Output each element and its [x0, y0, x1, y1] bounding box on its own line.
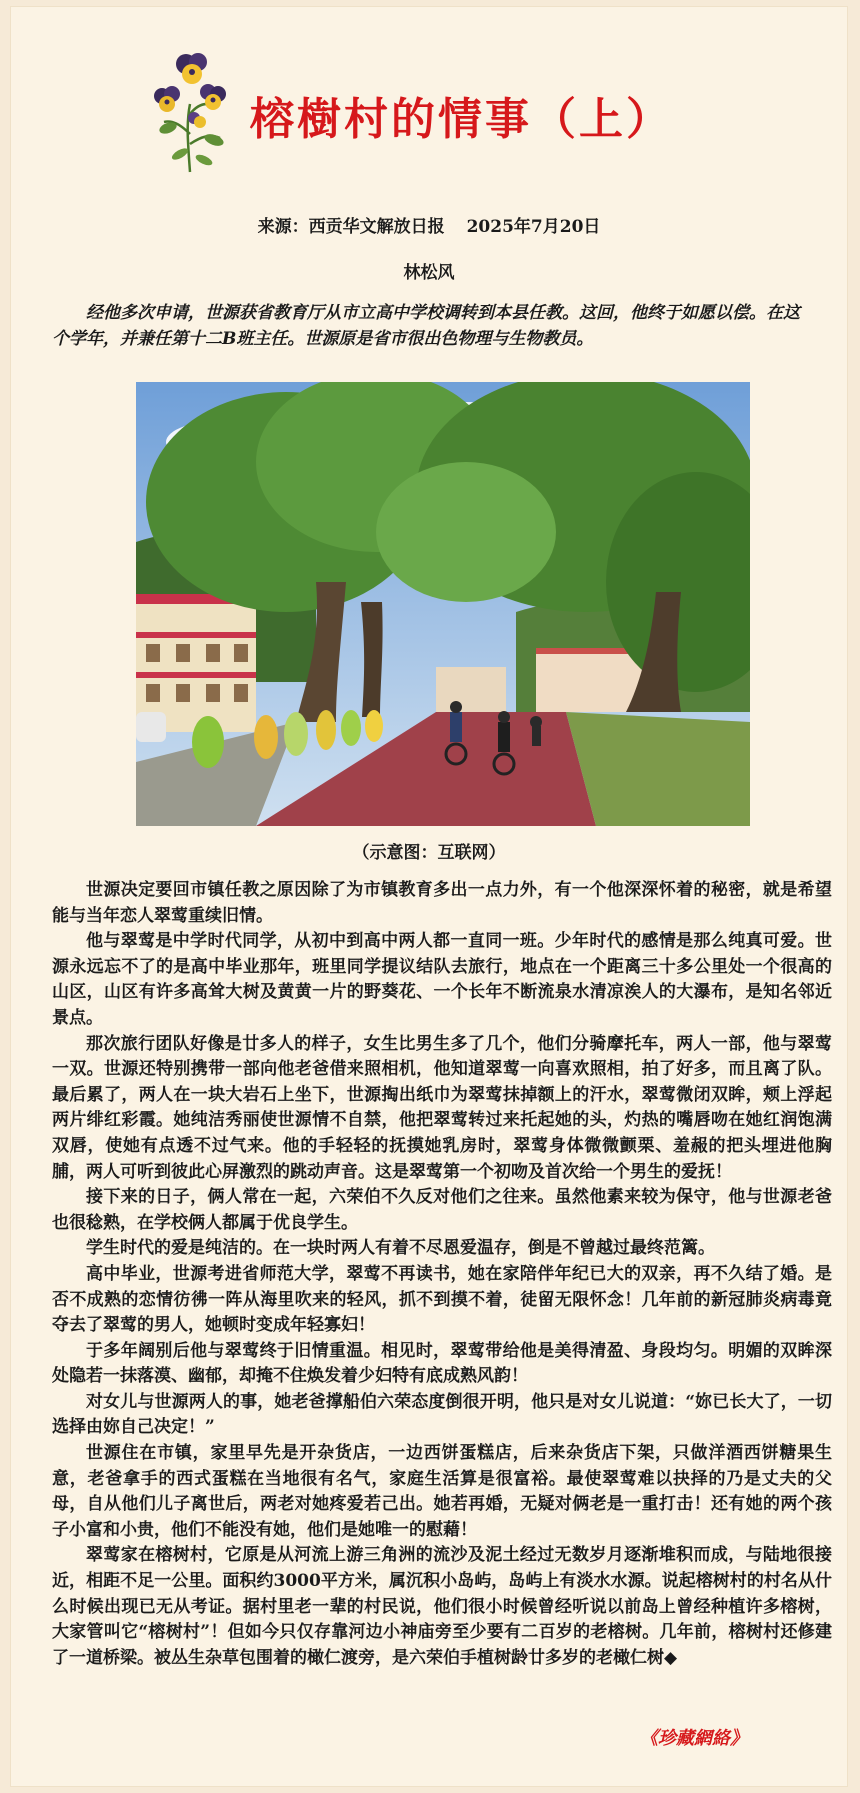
paragraph: 那次旅行团队好像是廿多人的样子，女生比男生多了几个，他们分骑摩托车，两人一部，他与翠莺一双。世源还特别携带一部向他老爸借来照相机，他知道翠莺一向喜欢照相，拍了好多，而且离了队。最后累了，两人在一块大岩石上坐下，世源掏出纸巾为翠莺抹掉额上的汗水，翠莺微闭双眸，颊上浮起两片绯红彩霞。她纯洁秀丽使世源情不自禁，他把翠莺转过来托起她的头，灼热的嘴唇吻在她红润饱满双唇，使她有点透不过气来。他的手轻轻的抚摸她乳房时，翠莺身体微微颤栗、羞赧的把头埋进他胸脯，两人可听到彼此心屏激烈的跳动声音。这是翠莺第一个初吻及首次给一个男生的爱抚！: [52, 1033, 832, 1182]
paragraph: 高中毕业，世源考进省师范大学，翠莺不再读书，她在家陪伴年纪已大的双亲，再不久结了婚。是否不成熟的恋情彷彿一阵从海里吹来的轻风，抓不到摸不着，徒留无限怀念！几年前的新冠肺炎病毒竟夺去了翠莺的男人，她顿时变成年轻寡妇！: [52, 1263, 832, 1336]
page-frame: [10, 6, 848, 1787]
paragraph: 学生时代的爱是纯洁的。在一块时两人有着不尽恩爱温存，倒是不曾越过最终范篱。: [86, 1238, 715, 1259]
footer-signature: 《珍藏網絡》: [640, 1728, 748, 1749]
publish-date: 2025年7月20日: [466, 217, 601, 237]
paragraph: 对女儿与世源两人的事，她老爸撑船伯六荣态度倒很开明，他只是对女儿说道：“妳已长大了，一切选择由妳自己决定！”: [52, 1391, 832, 1438]
paragraph: 接下来的日子，俩人常在一起，六荣伯不久反对他们之往来。虽然他素来较为保守，他与世源老爸也很稔熟，在学校俩人都属于优良学生。: [52, 1187, 832, 1233]
banyan-trees-village-photo: [136, 382, 750, 826]
article-intro: 经他多次申请，世源获省教育厅从市立高中学校调转到本县任教。这回，他终于如愿以偿。在这个学年，并兼任第十二B班主任。世源原是省市很出色物理与生物教员。: [52, 303, 800, 349]
source-publisher: 来源：西贡华文解放日报: [257, 217, 445, 237]
paragraph: 世源住在市镇，家里早先是开杂货店，一边西饼蛋糕店，后来杂货店下架，只做洋酒西饼糖果生意，老爸拿手的西式蛋糕在当地很有名气，家庭生活算是很富裕。最使翠莺难以抉择的乃是丈夫的父母，自从他们儿子离世后，两老对她疼爱若己出。她若再婚，无疑对俩老是一重打击！还有她的两个孩子小富和小贵，他们不能没有她，他们是她唯一的慰藉！: [52, 1443, 832, 1540]
paragraph: 翠莺家在榕树村，它原是从河流上游三角洲的流沙及泥土经过无数岁月逐渐堆积而成，与陆地很接近，相距不足一公里。面积约3000平方米，属沉积小岛屿，岛屿上有淡水水源。说起榕树村的村名从什么时候出现已无从考证。据村里老一辈的村民说，他们很小时候曾经听说以前岛上曾经种植许多榕树，大家管叫它“榕树村”！但如今只仅存靠河边小神庙旁至少要有二百岁的老榕树。几年前，榕树村还修建了一道桥梁。被丛生杂草包围着的橄仁渡旁，是六荣伯手植树龄廿多岁的老橄仁树◆: [52, 1545, 832, 1668]
article-body: [52, 878, 832, 1671]
paragraph: 于多年阔别后他与翠莺终于旧情重温。相见时，翠莺带给他是美得清盈、身段均匀。明媚的双眸深处隐若一抹落漠、幽郁，却掩不住焕发着少妇特有底成熟风韵！: [52, 1340, 832, 1387]
image-caption: （示意图：互联网）: [352, 843, 506, 863]
paragraph: 他与翠莺是中学时代同学，从初中到高中两人都一直同一班。少年时代的感情是那么纯真可爱。世源永远忘不了的是高中毕业那年，班里同学提议结队去旅行，地点在一个距离三十多公里处一个很高的山区，山区有许多高耸大树及黄黄一片的野葵花、一个长年不断流泉水清凉涘人的大瀑布，是知名邻近景点。: [52, 931, 832, 1028]
source-line: [10, 212, 848, 237]
author-name: 林松风: [403, 263, 455, 283]
article-title: 榕樹村的情事（上）: [250, 94, 673, 145]
paragraph: 世源决定要回市镇任教之原因除了为市镇教育多出一点力外，有一个他深深怀着的秘密，就是希望能与当年恋人翠莺重续旧情。: [52, 880, 832, 926]
pansy-flower-icon: [150, 44, 228, 174]
